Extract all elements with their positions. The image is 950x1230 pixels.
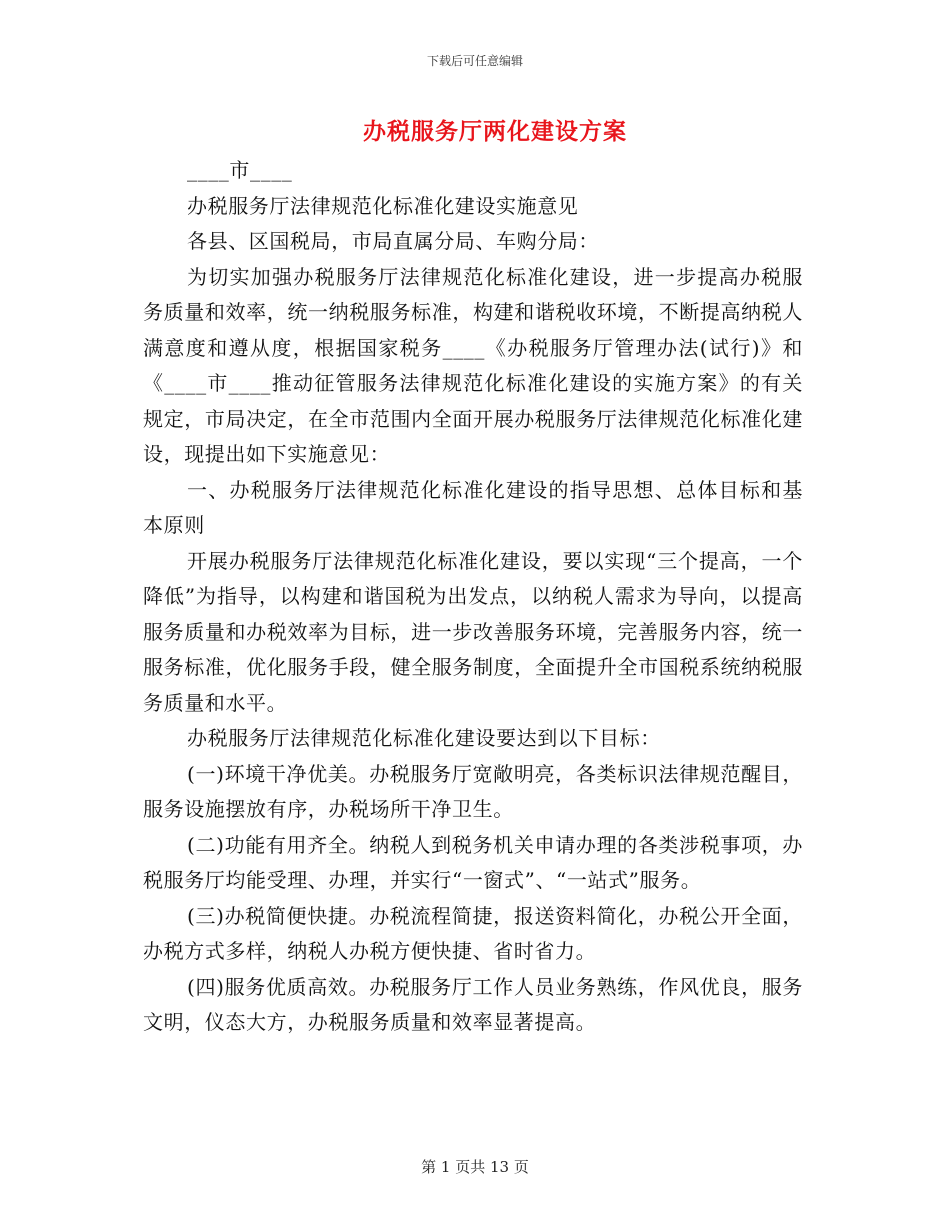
paragraph-goals-intro: 办税服务厅法律规范化标准化建设要达到以下目标： bbox=[187, 726, 661, 750]
paragraph-intro: 为切实加强办税服务厅法律规范化标准化建设，进一步提高办税服务质量和效率，统一纳税服务标准，构建和谐税收环境，不断提高纳税人满意度和遵从度，根据国家税务____《办税服务厅管理办法(试行)》和《____市____推动征管服务法律规范化标准化建设的实施方案》的有关规定，市局决定，在全市范围内全面开展办税服务厅法律规范化标准化建设，现提出如下实施意见： bbox=[143, 264, 803, 466]
paragraph-goal-3: (三)办税简便快捷。办税流程简捷，报送资料简化，办税公开全面，办税方式多样，纳税人办税方便快捷、省时省力。 bbox=[143, 903, 803, 963]
page-header-note: 下载后可任意编辑 bbox=[426, 54, 523, 68]
document-body bbox=[143, 153, 803, 1041]
paragraph-subject: 办税服务厅法律规范化标准化建设实施意见 bbox=[187, 193, 579, 218]
page-number-footer: 第 1 页共 13 页 bbox=[421, 1158, 529, 1176]
paragraph-city-line: ____市____ bbox=[187, 158, 293, 182]
paragraph-addressee: 各县、区国税局，市局直属分局、车购分局： bbox=[187, 229, 599, 253]
paragraph-goal-2: (二)功能有用齐全。纳税人到税务机关申请办理的各类涉税事项，办税服务厅均能受理、办理，并实行“一窗式”、“一站式”服务。 bbox=[143, 832, 803, 892]
paragraph-guiding-idea: 开展办税服务厅法律规范化标准化建设，要以实现“三个提高，一个降低”为指导，以构建和谐国税为出发点，以纳税人需求为导向，以提高服务质量和办税效率为目标，进一步改善服务环境，完善服务内容，统一服务标准，优化服务手段，健全服务制度，全面提升全市国税系统纳税服务质量和水平。 bbox=[143, 548, 803, 715]
document-title: 办税服务厅两化建设方案 bbox=[363, 118, 627, 145]
section-heading-1: 一、办税服务厅法律规范化标准化建设的指导思想、总体目标和基本原则 bbox=[143, 477, 803, 537]
paragraph-goal-1: (一)环境干净优美。办税服务厅宽敞明亮，各类标识法律规范醒目，服务设施摆放有序，办税场所干净卫生。 bbox=[143, 761, 803, 821]
paragraph-goal-4: (四)服务优质高效。办税服务厅工作人员业务熟练，作风优良，服务文明，仪态大方，办税服务质量和效率显著提高。 bbox=[143, 974, 803, 1034]
